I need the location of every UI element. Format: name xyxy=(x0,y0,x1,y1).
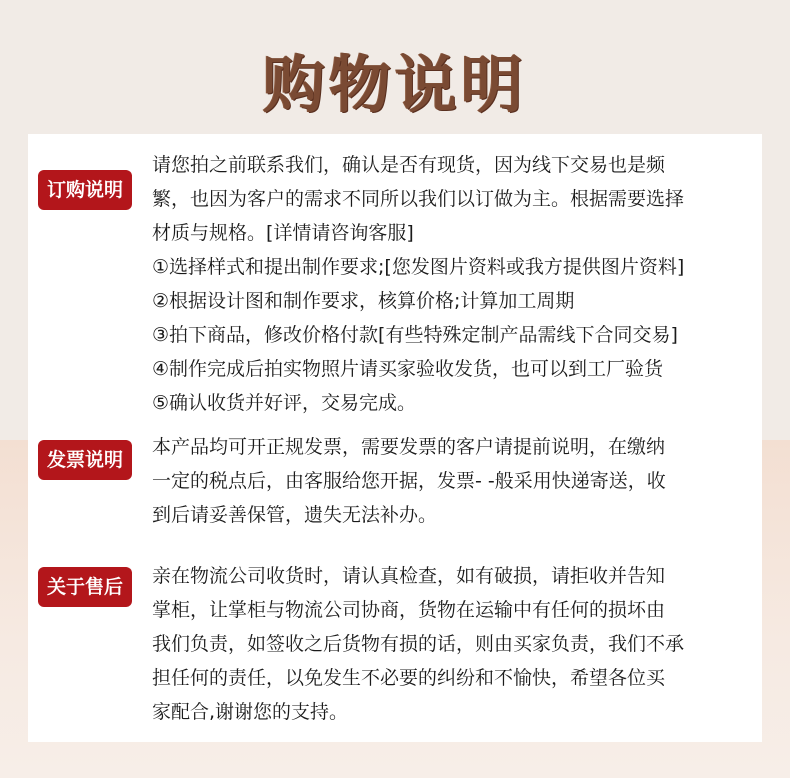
text-line: 掌柜，让掌柜与物流公司协商，货物在运输中有任何的损坏由 xyxy=(152,599,666,621)
text-line: ②根据设计图和制作要求，核算价格;计算加工周期 xyxy=(152,290,575,312)
text-line: 一定的税点后，由客服给您开据，发票- -般采用快递寄送，收 xyxy=(152,470,666,492)
section-tag-ordering: 订购说明 xyxy=(38,170,132,210)
text-line: 本产品均可开正规发票，需要发票的客户请提前说明，在缴纳 xyxy=(152,436,666,458)
text-line: ③拍下商品，修改价格付款[有些特殊定制产品需线下合同交易] xyxy=(152,324,678,346)
text-line: 请您拍之前联系我们，确认是否有现货，因为线下交易也是频 xyxy=(152,154,666,176)
text-line: 繁，也因为客户的需求不同所以我们以订做为主。根据需要选择 xyxy=(152,188,685,210)
text-line: 我们负责，如签收之后货物有损的话，则由买家负责，我们不承 xyxy=(152,633,685,655)
section-text-invoice xyxy=(152,430,752,532)
section-text-ordering xyxy=(152,148,752,420)
section-text-after-sales xyxy=(152,559,752,729)
text-line: ⑤确认收货并好评，交易完成。 xyxy=(152,392,417,414)
text-line: 到后请妥善保管，遗失无法补办。 xyxy=(152,504,438,526)
content-card xyxy=(28,134,762,742)
section-tag-after-sales: 关于售后 xyxy=(38,567,132,607)
page-title: 购物说明 xyxy=(262,48,527,121)
text-line: ④制作完成后拍实物照片请买家验收发货，也可以到工厂验货 xyxy=(152,358,664,380)
section-tag-invoice: 发票说明 xyxy=(38,440,132,480)
text-line: 担任何的责任，以免发生不必要的纠纷和不愉快，希望各位买 xyxy=(152,667,666,689)
text-line: 材质与规格。[详情请咨询客服] xyxy=(152,222,414,244)
text-line: 亲在物流公司收货时，请认真检查，如有破损，请拒收并告知 xyxy=(152,565,666,587)
text-line: 家配合,谢谢您的支持。 xyxy=(152,701,349,723)
text-line: ①选择样式和提出制作要求;[您发图片资料或我方提供图片资料] xyxy=(152,256,685,278)
